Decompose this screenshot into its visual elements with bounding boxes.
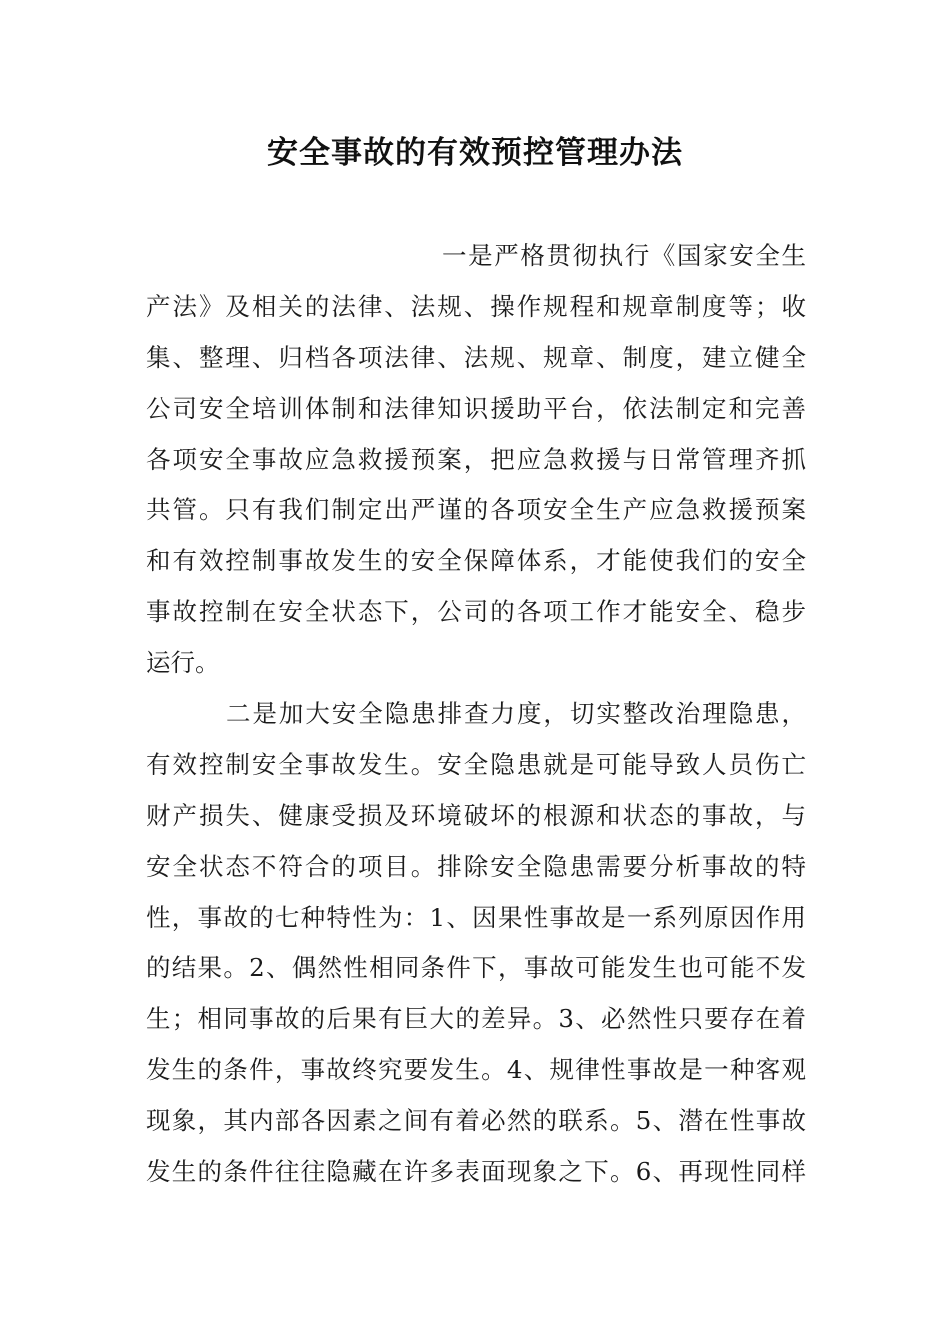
- paragraph-2-line-4: 安全状态不符合的项目。排除安全隐患需要分析事故的特: [146, 851, 806, 881]
- document-title: 安全事故的有效预控管理办法: [267, 135, 683, 171]
- paragraph-2-line-9: 现象，其内部各因素之间有着必然的联系。5、潜在性事故: [146, 1106, 806, 1136]
- paragraph-1-line-2: 产法》及相关的法律、法规、操作规程和规章制度等；收: [146, 291, 806, 321]
- paragraph-1-line-4: 公司安全培训体制和法律知识援助平台，依法制定和完善: [146, 393, 806, 423]
- paragraph-1-line-1: 一是严格贯彻执行《国家安全生: [442, 241, 806, 270]
- paragraph-1-line-8: 事故控制在安全状态下，公司的各项工作才能安全、稳步: [146, 597, 806, 627]
- paragraph-2-line-3: 财产损失、健康受损及环境破坏的根源和状态的事故，与: [146, 800, 806, 830]
- paragraph-1-line-9: 运行。: [146, 648, 220, 678]
- paragraph-1-line-5: 各项安全事故应急救援预案，把应急救援与日常管理齐抓: [146, 444, 806, 474]
- paragraph-1-line-6: 共管。只有我们制定出严谨的各项安全生产应急救援预案: [146, 495, 806, 525]
- paragraph-2-line-6: 的结果。2、偶然性相同条件下，事故可能发生也可能不发: [146, 953, 806, 983]
- paragraph-2-line-5: 性，事故的七种特性为：1、因果性事故是一系列原因作用: [146, 902, 806, 932]
- document-body: [146, 231, 806, 1198]
- paragraph-1-line-7: 和有效控制事故发生的安全保障体系，才能使我们的安全: [146, 546, 806, 576]
- paragraph-2-line-8: 发生的条件，事故终究要发生。4、规律性事故是一种客观: [146, 1055, 806, 1085]
- paragraph-2-line-7: 生；相同事故的后果有巨大的差异。3、必然性只要存在着: [146, 1004, 806, 1034]
- paragraph-1-line-3: 集、整理、归档各项法律、法规、规章、制度，建立健全: [146, 342, 806, 372]
- paragraph-2-line-10: 发生的条件往往隐藏在许多表面现象之下。6、再现性同样: [146, 1157, 806, 1187]
- paragraph-2-line-2: 有效控制安全事故发生。安全隐患就是可能导致人员伤亡: [146, 749, 806, 779]
- paragraph-2-line-1: 二是加大安全隐患排查力度，切实整改治理隐患，: [226, 699, 806, 729]
